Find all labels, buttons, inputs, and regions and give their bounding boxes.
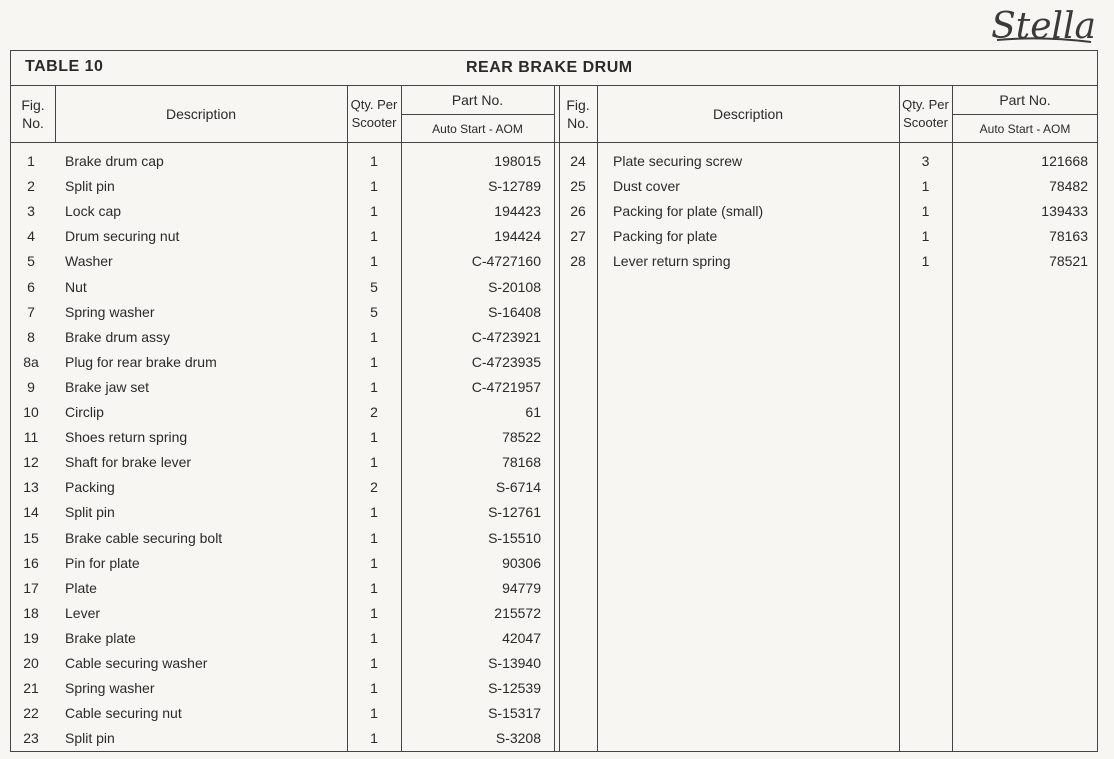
part-description: Brake plate (65, 629, 136, 646)
fig-number: 16 (23, 554, 39, 571)
table-row (11, 249, 1099, 274)
quantity: 1 (921, 203, 930, 220)
part-description: Split pin (65, 504, 115, 521)
part-description: Plate (65, 579, 97, 596)
part-description: Brake drum cap (65, 153, 164, 169)
table-row (11, 375, 1099, 400)
part-description: Drum securing nut (65, 228, 180, 245)
quantity: 1 (370, 529, 378, 546)
part-number: 194423 (494, 203, 541, 220)
quantity: 1 (370, 554, 378, 571)
table-row (11, 576, 1099, 601)
fig-number: 15 (23, 529, 39, 546)
part-description: Plug for rear brake drum (65, 353, 217, 370)
table-row (11, 275, 1099, 300)
part-number: S-6714 (495, 479, 541, 496)
part-description: Packing for plate (613, 228, 718, 245)
part-description: Brake drum assy (65, 328, 171, 345)
table-row (11, 676, 1099, 701)
header-part-right: Part No. (999, 91, 1051, 108)
table-row (11, 601, 1099, 626)
header-desc-left: Description (165, 106, 237, 122)
part-description: Spring washer (65, 303, 155, 320)
quantity: 5 (370, 278, 378, 295)
part-number: 42047 (502, 629, 541, 646)
table-row (11, 400, 1099, 425)
part-description: Packing (65, 479, 115, 496)
part-description: Washer (65, 253, 113, 270)
quantity: 1 (370, 178, 378, 195)
fig-number: 4 (27, 228, 35, 245)
quantity: 1 (370, 730, 378, 747)
table-row (11, 551, 1099, 576)
part-description: Lock cap (65, 203, 122, 220)
quantity: 2 (370, 479, 378, 496)
fig-number: 20 (23, 655, 39, 671)
fig-number: 17 (23, 579, 39, 596)
part-number: 78163 (1049, 228, 1088, 245)
part-description: Circlip (65, 404, 104, 420)
part-description: Shoes return spring (65, 429, 188, 446)
fig-number: 12 (23, 454, 39, 471)
header-qty-left: Qty. Per Scooter (350, 97, 398, 130)
part-number: 139433 (1041, 203, 1088, 220)
table-row (11, 526, 1099, 551)
part-description: Brake jaw set (65, 378, 150, 395)
quantity: 1 (370, 228, 378, 245)
fig-number: 5 (27, 253, 35, 270)
quantity: 1 (370, 604, 378, 621)
part-description: Lever (65, 604, 101, 621)
table-label: TABLE 10 (25, 58, 104, 75)
quantity: 1 (370, 203, 378, 220)
table-row (11, 425, 1099, 450)
fig-number: 6 (27, 278, 35, 295)
fig-number: 27 (570, 228, 586, 245)
quantity: 1 (921, 228, 930, 245)
header-fig-right: Fig. No. (566, 97, 590, 131)
fig-number: 13 (23, 479, 39, 496)
part-number: S-12789 (488, 178, 541, 195)
part-number: 78168 (502, 454, 541, 471)
table-row (11, 450, 1099, 475)
table-row (11, 500, 1099, 525)
header-qty-right: Qty. Per Scooter (902, 97, 949, 130)
divider (55, 85, 56, 143)
part-number: 198015 (494, 153, 541, 169)
quantity: 1 (370, 353, 378, 370)
fig-number: 11 (23, 429, 39, 446)
part-number: C-4727160 (471, 253, 541, 270)
part-number: C-4723935 (471, 353, 541, 370)
table-title: REAR BRAKE DRUM (466, 59, 633, 76)
part-number: C-4721957 (471, 378, 541, 395)
stella-logo (991, 6, 1096, 47)
table-row (11, 224, 1099, 249)
quantity: 1 (370, 429, 378, 446)
fig-number: 26 (570, 203, 586, 220)
table-row (11, 199, 1099, 224)
fig-number: 9 (27, 378, 35, 395)
brand-text: Stella (991, 6, 1096, 47)
fig-number: 2 (27, 178, 35, 195)
quantity: 1 (370, 153, 378, 169)
quantity: 1 (370, 253, 378, 270)
fig-number: 23 (23, 730, 39, 747)
part-number: 78482 (1049, 178, 1088, 195)
fig-number: 14 (23, 504, 39, 521)
table-row (11, 701, 1099, 726)
quantity: 2 (370, 404, 378, 420)
header-part-left: Part No. (451, 91, 504, 108)
quantity: 1 (370, 328, 378, 345)
quantity: 1 (921, 178, 930, 195)
part-description: Brake cable securing bolt (65, 529, 223, 546)
part-description: Spring washer (65, 680, 155, 697)
part-number: 215572 (494, 604, 541, 621)
header-desc-right: Description (712, 106, 784, 122)
table-row (11, 626, 1099, 651)
fig-number: 25 (570, 178, 586, 195)
quantity: 1 (370, 454, 378, 471)
quantity: 1 (370, 680, 378, 697)
part-number: 61 (525, 404, 541, 420)
part-description: Plate securing screw (613, 153, 743, 169)
table-row (11, 651, 1099, 676)
quantity: 1 (370, 378, 378, 395)
part-description: Dust cover (613, 178, 680, 195)
part-number: S-16408 (488, 303, 541, 320)
quantity: 1 (370, 504, 378, 521)
part-number: 78521 (1049, 253, 1088, 270)
fig-number: 3 (27, 203, 35, 220)
fig-number: 19 (23, 629, 39, 646)
quantity: 5 (370, 303, 378, 320)
part-description: Split pin (65, 730, 115, 747)
part-number: 90306 (502, 554, 541, 571)
table-row (11, 149, 1099, 174)
part-number: S-20108 (488, 278, 541, 295)
header-fig-left: Fig. No. (21, 97, 45, 131)
part-number: 194424 (494, 228, 541, 245)
fig-number: 28 (570, 253, 586, 270)
quantity: 1 (370, 579, 378, 596)
table-row (11, 475, 1099, 500)
fig-number: 8a (23, 353, 39, 370)
fig-number: 21 (23, 680, 39, 697)
fig-number: 18 (23, 604, 39, 621)
part-description: Nut (65, 278, 87, 295)
table-row (11, 350, 1099, 375)
quantity: 1 (921, 253, 930, 270)
table-row (11, 300, 1099, 325)
stella-logo-underline (991, 6, 1095, 46)
part-description: Cable securing nut (65, 705, 182, 722)
header-partsub-right: Auto Start - AOM (952, 114, 1098, 143)
table-row (11, 174, 1099, 199)
fig-number: 1 (27, 153, 35, 169)
table-row (11, 726, 1099, 751)
fig-number: 22 (23, 705, 39, 722)
quantity: 1 (370, 705, 378, 722)
part-number: 78522 (502, 429, 541, 446)
part-number: S-15510 (488, 529, 541, 546)
quantity: 1 (370, 629, 378, 646)
quantity: 1 (370, 655, 378, 671)
part-number: S-12539 (488, 680, 541, 697)
fig-number: 10 (23, 404, 39, 420)
part-description: Packing for plate (small) (613, 203, 764, 220)
fig-number: 7 (27, 303, 35, 320)
part-number: 94779 (502, 579, 541, 596)
parts-table (10, 50, 1098, 752)
part-number: S-13940 (488, 655, 541, 671)
quantity: 3 (921, 153, 930, 169)
table-topbar (11, 51, 1097, 86)
part-description: Pin for plate (65, 554, 140, 571)
part-description: Lever return spring (613, 253, 731, 270)
header-partsub-left: Auto Start - AOM (401, 114, 554, 143)
part-number: C-4723921 (471, 328, 541, 345)
fig-number: 24 (570, 153, 586, 169)
part-description: Shaft for brake lever (65, 454, 192, 471)
part-number: S-15317 (488, 705, 541, 722)
part-number: S-3208 (495, 730, 541, 747)
table-row (11, 325, 1099, 350)
part-description: Cable securing washer (65, 655, 208, 671)
part-number: 121668 (1041, 153, 1088, 169)
part-number: S-12761 (488, 504, 541, 521)
fig-number: 8 (27, 328, 35, 345)
part-description: Split pin (65, 178, 115, 195)
